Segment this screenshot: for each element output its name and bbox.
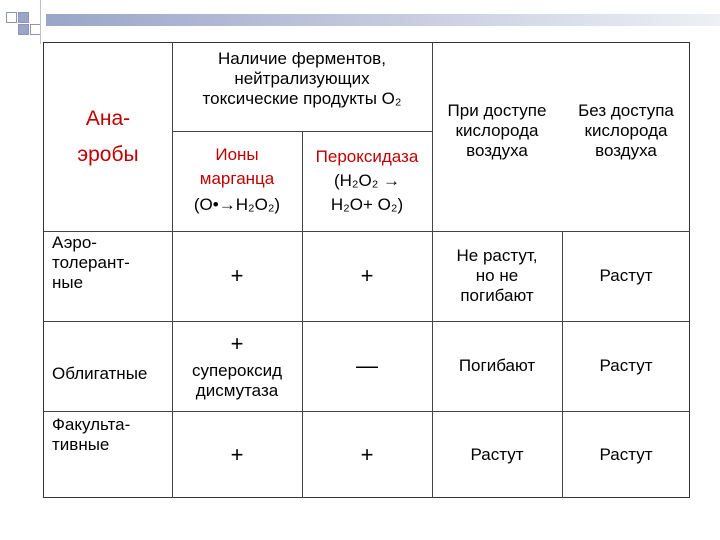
row-name-aerotolerant: [52, 233, 170, 303]
deco-gradient-bar: [46, 14, 720, 26]
row-name-line: ные: [52, 273, 84, 292]
plus-sign: +: [230, 263, 244, 288]
header-without-air-line: Без доступа: [578, 101, 674, 120]
plus-sign: +: [360, 442, 374, 467]
row-with-air-line: но не: [475, 266, 519, 285]
row-facultative-without-air: [562, 411, 690, 499]
header-anaerobes: [44, 43, 172, 231]
row-with-air-value: Растут: [470, 445, 524, 464]
minus-sign: —: [356, 353, 378, 378]
header-without-air-line: воздуха: [595, 141, 657, 160]
anaerobes-table: [43, 42, 690, 498]
row-obligate-peroxidase: [302, 321, 432, 411]
row-facultative-with-air: [432, 411, 562, 499]
row-obligate-without-air: [562, 321, 690, 411]
row-name-line: Аэро-: [52, 233, 97, 252]
header-manganese-line: марганца: [199, 169, 275, 188]
row-with-air-line: погибают: [460, 286, 534, 305]
row-name-line: тивные: [52, 435, 110, 454]
row-obligate-manganese: [172, 321, 302, 411]
header-peroxidase-formula: H₂O+ O₂): [330, 195, 404, 214]
header-manganese-line: Ионы: [215, 145, 259, 164]
row-name-obligate: [52, 321, 172, 411]
row-with-air-value: Погибают: [458, 356, 536, 375]
header-without-air: [562, 101, 690, 173]
header-with-air-line: При доступе: [447, 101, 547, 120]
header-peroxidase-line: Пероксидаза: [315, 147, 419, 166]
header-enzymes-line: токсические продукты O₂: [202, 89, 402, 108]
header-manganese-formula: (O•→H₂O₂): [193, 195, 281, 214]
row-aerotolerant-without-air: [562, 231, 690, 321]
deco-square: [18, 24, 29, 35]
deco-square: [18, 12, 29, 23]
header-with-air: [432, 101, 562, 173]
row-without-air-value: Растут: [599, 356, 653, 375]
row-aerotolerant-peroxidase: [302, 231, 432, 321]
deco-square: [6, 12, 17, 23]
header-enzymes-line: Наличие ферментов,: [218, 49, 386, 68]
header-enzymes-line: нейтрализующих: [234, 69, 370, 88]
header-peroxidase: [302, 131, 432, 231]
row-without-air-value: Растут: [599, 445, 653, 464]
deco-line: [40, 0, 41, 44]
header-anaerobes-line: эробы: [77, 143, 139, 166]
header-manganese: [172, 131, 302, 231]
plus-sign: +: [230, 331, 244, 356]
header-with-air-line: кислорода: [455, 121, 539, 140]
row-obligate-with-air: [432, 321, 562, 411]
row-without-air-value: Растут: [599, 266, 653, 285]
row-name-facultative: [52, 415, 170, 465]
row-aerotolerant-with-air: [432, 231, 562, 321]
header-without-air-line: кислорода: [584, 121, 668, 140]
plus-sign: +: [360, 263, 374, 288]
row-manganese-line: супероксид: [191, 361, 283, 380]
row-facultative-manganese: [172, 411, 302, 499]
header-anaerobes-line: Ана-: [85, 107, 131, 130]
header-enzymes-title: [172, 49, 432, 129]
row-aerotolerant-manganese: [172, 231, 302, 321]
plus-sign: +: [230, 442, 244, 467]
row-name-line: Факульта-: [52, 415, 131, 434]
row-facultative-peroxidase: [302, 411, 432, 499]
header-with-air-line: воздуха: [466, 141, 528, 160]
slide-decoration: [0, 0, 720, 40]
row-name-line: толерант-: [52, 253, 130, 272]
row-manganese-line: дисмутаза: [195, 381, 279, 400]
row-name-line: Облигатные: [52, 364, 148, 383]
header-peroxidase-formula: (H₂O₂ →: [333, 171, 401, 190]
row-with-air-line: Не растут,: [456, 246, 538, 265]
